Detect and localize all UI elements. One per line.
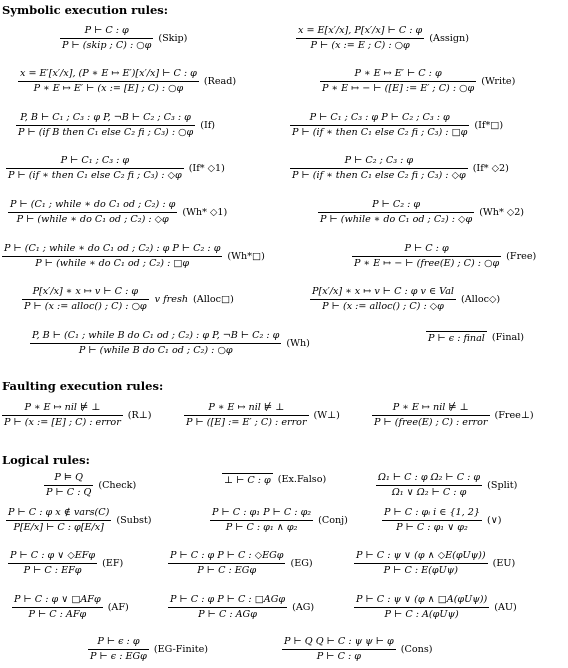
conclusion: ⊥ ⊢ C : φ	[224, 475, 271, 486]
rule-name: (If*□)	[474, 120, 504, 131]
conclusion: P ⊢ C : E(φUψ)	[383, 565, 458, 576]
rule-ef	[8, 550, 123, 577]
inference-line	[60, 38, 153, 39]
rule-split	[376, 472, 517, 499]
inference-line	[376, 485, 482, 486]
rule-write	[320, 68, 515, 95]
premise: P ∗ E ↦ E′ ⊢ C : φ	[354, 68, 442, 79]
rule-name: (Wh)	[286, 338, 310, 349]
inference-line	[168, 563, 285, 564]
rule-name: (Assign)	[429, 33, 469, 44]
inference-line	[168, 607, 287, 608]
rule-name: (R⊥)	[127, 410, 152, 421]
conclusion: P ⊢ (skip ; C) : ○φ	[62, 40, 152, 51]
premise: P ⊢ C : φ₁ P ⊢ C : φ₂	[212, 507, 312, 518]
rule-while-box	[2, 243, 265, 270]
premise: P ⊢ C : φ	[84, 25, 129, 36]
inference-line	[30, 343, 281, 344]
rule-af	[12, 594, 129, 621]
premise: P, B ⊢ C₁ ; C₃ : φ P, ¬B ⊢ C₂ ; C₃ : φ	[20, 112, 191, 123]
inference-line	[354, 563, 488, 564]
premise: P ⊢ C : φ	[404, 243, 449, 254]
inference-line	[8, 563, 97, 564]
rule-name: (Split)	[487, 480, 518, 491]
rule-name: (If)	[200, 120, 216, 131]
rule-name: (EG)	[290, 558, 313, 569]
rule-name: (Free)	[506, 251, 537, 262]
conclusion: P ⊢ C : AFφ	[28, 609, 87, 620]
rule-if-dia1	[6, 155, 225, 182]
inference-line	[382, 520, 482, 521]
inference-line	[310, 299, 456, 300]
inference-line	[184, 415, 309, 416]
inference-line	[426, 331, 487, 332]
conclusion: P ⊢ (if ∗ then C₁ else C₂ fi ; C₃) : ◇φ	[8, 170, 182, 181]
conclusion: P ⊢ (while B do C₁ od ; C₂) : ○φ	[78, 345, 233, 356]
rule-eg-finite	[88, 636, 208, 663]
side-condition: v fresh	[154, 294, 189, 305]
conclusion: P ⊢ (if ∗ then C₁ else C₂ fi ; C₃) : □φ	[292, 127, 468, 138]
rule-skip	[60, 25, 187, 52]
premise: P ⊢ C : φᵢ i ∈ {1, 2}	[384, 507, 480, 518]
conclusion: P ⊢ (while ∗ do C₁ od ; C₂) : □φ	[35, 258, 190, 269]
premise: P ∗ E ↦ nil ⊭ ⊥	[208, 402, 285, 413]
rule-name: (AG)	[292, 602, 315, 613]
symbolic-rules-heading: Symbolic execution rules:	[2, 3, 169, 17]
rule-name: (If* ◇2)	[472, 163, 509, 174]
conclusion: P ⊢ (x := alloc() ; C) : ◇φ	[322, 301, 444, 312]
rule-while	[30, 330, 310, 357]
inference-line	[6, 520, 111, 521]
inference-line	[22, 299, 149, 300]
conclusion: P ⊢ C : φ₁ ∧ φ₂	[225, 522, 298, 533]
premise: P ∗ E ↦ nil ⊭ ⊥	[24, 402, 101, 413]
inference-line	[282, 649, 396, 650]
rule-name: (Free⊥)	[494, 410, 534, 421]
rule-name: (Alloc□)	[193, 294, 234, 305]
premise: P ⊢ C : φ ∨ □AFφ	[14, 594, 101, 605]
inference-line	[296, 38, 424, 39]
premise: P ⊢ Q Q ⊢ C : ψ ψ ⊢ φ	[284, 636, 394, 647]
inference-line	[16, 125, 195, 126]
conclusion: P ⊢ C : Q	[46, 487, 92, 498]
premise: P ⊢ C : φ P ⊢ C : ◇EGφ	[170, 550, 284, 561]
inference-line	[222, 473, 273, 474]
rule-while-dia1	[8, 199, 227, 226]
inference-line	[372, 415, 490, 416]
premise: P ⊢ C : φ x ∉ vars(C)	[8, 507, 110, 518]
rule-write-error	[184, 402, 340, 429]
rule-name: (AU)	[494, 602, 517, 613]
rule-name: (Subst)	[116, 515, 152, 526]
rule-au	[354, 594, 517, 621]
rule-name: (Read)	[203, 76, 237, 87]
inference-line	[18, 81, 199, 82]
rule-name: (Write)	[481, 76, 516, 87]
rule-alloc-box	[22, 286, 234, 313]
rule-if-box	[290, 112, 503, 139]
premise: P ⊢ C₁ ; C₃ : φ	[60, 155, 130, 166]
conclusion: P ⊢ C : EFφ	[23, 565, 82, 576]
conclusion: P ⊢ C : φ	[316, 651, 361, 662]
rule-conj	[210, 507, 348, 534]
rule-eu	[354, 550, 515, 577]
conclusion: P ∗ E ↦ − ⊢ ([E] := E′ ; C) : ○φ	[322, 83, 475, 94]
inference-line	[290, 125, 469, 126]
inference-line	[318, 212, 474, 213]
conclusion: P ∗ E ↦ − ⊢ (free(E) ; C) : ○φ	[354, 258, 500, 269]
rule-name: (Final)	[491, 332, 525, 343]
inference-line	[2, 256, 222, 257]
conclusion: P ⊢ (if ∗ then C₁ else C₂ fi ; C₃) : ◇φ	[292, 170, 466, 181]
conclusion: P ⊢ (x := [E] ; C) : error	[4, 417, 121, 428]
rule-ex-falso	[222, 472, 326, 487]
logical-rules-heading: Logical rules:	[2, 453, 90, 467]
conclusion: P ⊢ (x := alloc() ; C) : ○φ	[24, 301, 147, 312]
premise: P ⊢ (C₁ ; while ∗ do C₁ od ; C₂) : φ P ⊢ C₂ : φ	[4, 243, 221, 254]
premise: P ⊢ C₂ : φ	[372, 199, 421, 210]
premise: x = E[x′/x], P[x′/x] ⊢ C : φ	[298, 25, 423, 36]
rule-while-dia2	[318, 199, 524, 226]
inference-line	[354, 607, 489, 608]
conclusion: P ⊢ C : A(φUψ)	[384, 609, 459, 620]
conclusion: P ⊢ C : φ₁ ∨ φ₂	[396, 522, 468, 533]
conclusion: P ⊢ ϵ : final	[428, 333, 485, 344]
inference-line	[352, 256, 501, 257]
conclusion: P ∗ E ↦ E′ ⊢ (x := [E] ; C) : ○φ	[33, 83, 184, 94]
premise: P ⊢ C : ψ ∨ (φ ∧ □A(φUψ))	[356, 594, 488, 605]
premise: P ⊢ ϵ : φ	[97, 636, 140, 647]
rule-name: (Ex.Falso)	[277, 474, 327, 485]
rule-read-error	[2, 402, 152, 429]
conclusion: P ⊢ C : AGφ	[198, 609, 257, 620]
conclusion: Ω₁ ∨ Ω₂ ⊢ C : φ	[391, 487, 467, 498]
rule-name: (W⊥)	[313, 410, 340, 421]
conclusion: P ⊢ (if B then C₁ else C₂ fi ; C₃) : ○φ	[18, 127, 194, 138]
premise: P ⊢ C : φ ∨ ◇EFφ	[10, 550, 96, 561]
rule-name: (Cons)	[400, 644, 433, 655]
inference-line	[290, 168, 468, 169]
rule-cons	[282, 636, 433, 663]
conclusion: P ⊢ (free(E) ; C) : error	[374, 417, 488, 428]
inference-line	[320, 81, 476, 82]
rule-name: (Conj)	[318, 515, 348, 526]
rule-free-error	[372, 402, 534, 429]
premise: P ⊢ (C₁ ; while ∗ do C₁ od ; C₂) : φ	[10, 199, 176, 210]
rule-name: (Skip)	[158, 33, 188, 44]
conclusion: P ⊢ (while ∗ do C₁ od ; C₂) : ◇φ	[320, 214, 473, 225]
faulting-rules-heading: Faulting execution rules:	[2, 379, 164, 393]
rule-assign	[296, 25, 469, 52]
rule-disj	[382, 507, 501, 534]
rule-name: (EF)	[102, 558, 124, 569]
premise: P ⊢ C₁ ; C₃ : φ P ⊢ C₂ ; C₃ : φ	[309, 112, 450, 123]
conclusion: P ⊢ ([E] := E′ ; C) : error	[186, 417, 307, 428]
inference-line	[8, 212, 177, 213]
conclusion: P[E/x] ⊢ C : φ[E/x]	[13, 522, 104, 533]
premise: P ⊢ C : ψ ∨ (φ ∧ ◇E(φUψ))	[356, 550, 486, 561]
rule-free	[352, 243, 536, 270]
inference-line	[44, 485, 93, 486]
conclusion: P ⊢ (while ∗ do C₁ od ; C₂) : ◇φ	[16, 214, 169, 225]
rule-eg	[168, 550, 313, 577]
inference-line	[2, 415, 123, 416]
inference-line	[88, 649, 149, 650]
rule-alloc-dia	[310, 286, 500, 313]
rule-if	[16, 112, 215, 139]
rule-name: (EU)	[492, 558, 516, 569]
rule-name: (Alloc◇)	[461, 294, 501, 305]
rule-name: (Wh*□)	[227, 251, 265, 262]
premise: P ∗ E ↦ nil ⊭ ⊥	[392, 402, 469, 413]
rule-final	[426, 330, 524, 345]
conclusion: P ⊢ C : EGφ	[197, 565, 257, 576]
rule-name: (∨)	[486, 515, 502, 526]
inference-line	[12, 607, 103, 608]
rule-name: (Wh* ◇1)	[182, 207, 228, 218]
rule-name: (AF)	[107, 602, 129, 613]
rule-if-dia2	[290, 155, 509, 182]
inference-line	[210, 520, 313, 521]
rule-check	[44, 472, 136, 499]
premise: P ⊢ C : φ P ⊢ C : □AGφ	[170, 594, 286, 605]
premise: Ω₁ ⊢ C : φ Ω₂ ⊢ C : φ	[378, 472, 481, 483]
conclusion: P ⊢ (x := E ; C) : ○φ	[310, 40, 410, 51]
rule-name: (Check)	[98, 480, 137, 491]
premise: P[x′/x] ∗ x ↦ v ⊢ C : φ v ∈ Val	[312, 286, 455, 297]
conclusion: P ⊢ ϵ : EGφ	[90, 651, 147, 662]
rule-read	[18, 68, 236, 95]
rule-subst	[6, 507, 152, 534]
premise: P ⊨ Q	[54, 472, 83, 483]
rule-ag	[168, 594, 314, 621]
rule-name: (Wh* ◇2)	[479, 207, 525, 218]
premise: x = E′[x′/x], (P ∗ E ↦ E′)[x′/x] ⊢ C : φ	[20, 68, 197, 79]
rule-name: (EG-Finite)	[153, 644, 208, 655]
rule-name: (If* ◇1)	[188, 163, 225, 174]
premise: P ⊢ C₂ ; C₃ : φ	[344, 155, 414, 166]
premise: P[x′/x] ∗ x ↦ v ⊢ C : φ	[32, 286, 139, 297]
inference-line	[6, 168, 184, 169]
premise: P, B ⊢ (C₁ ; while B do C₁ od ; C₂) : φ P, ¬B ⊢ C₂ : φ	[32, 330, 280, 341]
